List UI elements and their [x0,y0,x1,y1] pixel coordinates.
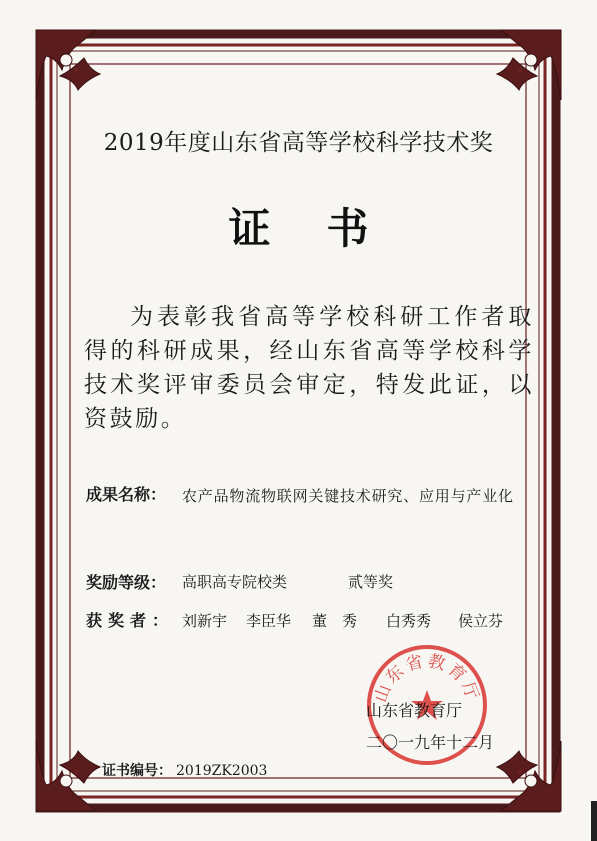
award-level-category: 高职高专院校类 [182,573,288,591]
certificate-heading: 证书 [228,204,425,253]
award-level-label: 奖励等级： [86,573,167,592]
certificate-body: 为表彰我省高等学校科研工作者取得的科研成果，经山东省高等学校科学技术奖评审委员会审定，特发此证，以资鼓励。 [84,304,534,432]
winner-name: 董 秀 [312,612,358,630]
award-level-grade: 贰等奖 [348,573,394,591]
winners-label: 获奖者： [86,611,175,630]
issue-date: 二〇一九年十二月 [366,733,495,752]
corner-ornament-top-right [497,30,561,100]
winner-name: 侯立芬 [458,612,504,630]
certificate-title: 2019年度山东省高等学校科学技术奖 [103,130,494,156]
winner-name: 刘新宇 [182,612,228,630]
winner-name: 李臣华 [246,612,292,630]
issuer-name: 山东省教育厅 [366,701,463,720]
seal-text: 山东省教育厅 [370,651,484,706]
certificate-number-value: 2019ZK2003 [176,763,268,779]
certificate-number [102,760,267,780]
winner-name: 白秀秀 [386,612,432,630]
scan-edge-mark [591,801,597,841]
corner-ornament-bottom-right [497,741,561,811]
award-level-row [86,570,394,593]
certificate-number-label: 证书编号： [102,763,172,779]
corner-ornament-top-left [36,30,100,100]
achievement-label: 成果名称： [86,485,167,504]
achievement-value: 农产品物流物联网关键技术研究、应用与产业化 [182,487,514,505]
corner-ornament-bottom-left [36,741,100,811]
